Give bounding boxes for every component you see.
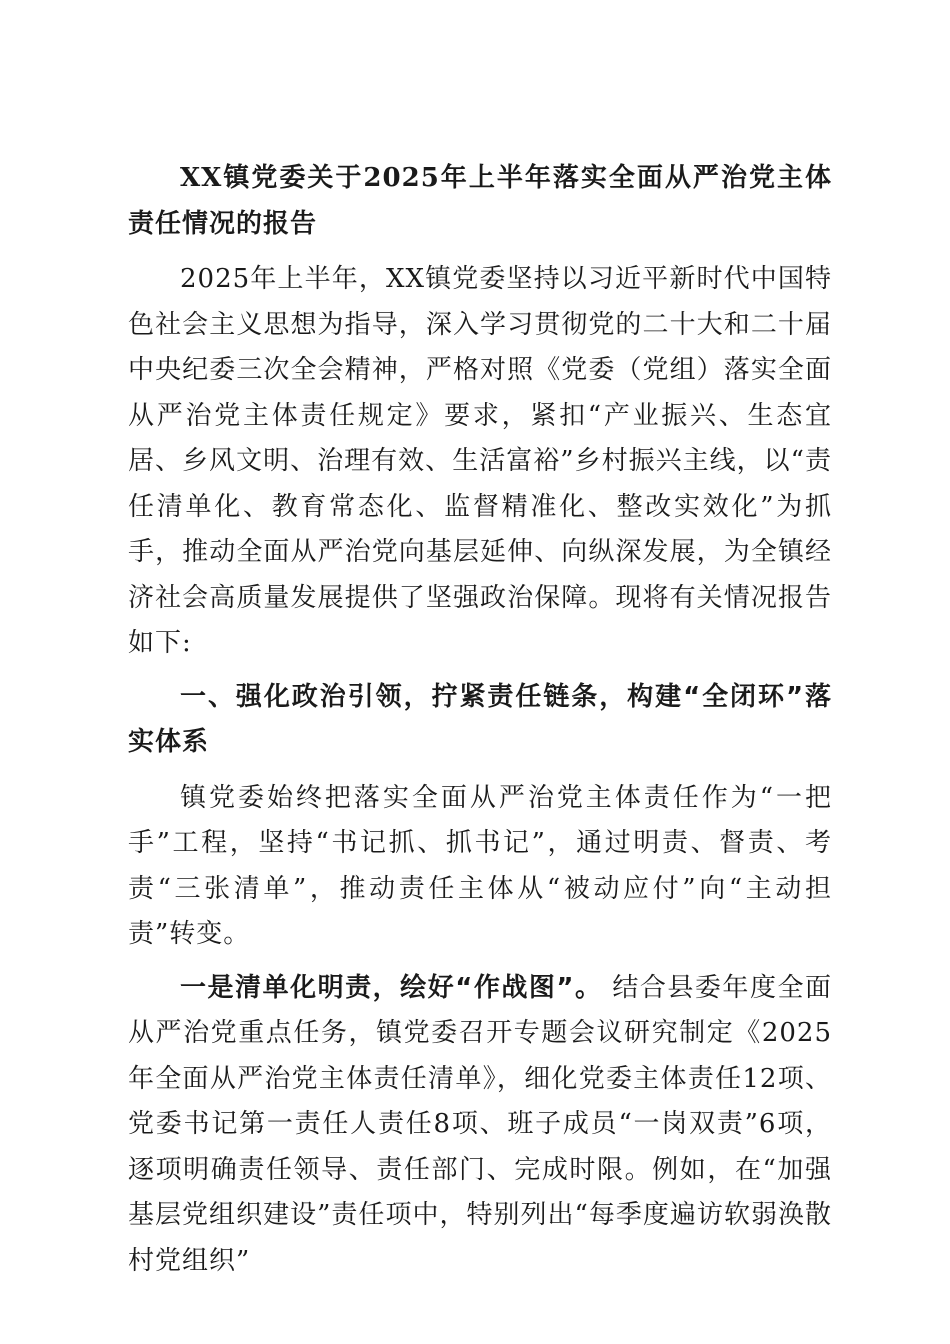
section-1-heading: 一、强化政治引领，拧紧责任链条，构建“全闭环”落实体系 (128, 681, 832, 757)
document-page (128, 156, 832, 1292)
document-title: XX镇党委关于2025年上半年落实全面从严治党主体责任情况的报告 (128, 163, 832, 239)
item-1-lead: 一是清单化明责，绘好“作战图”。 (180, 972, 603, 1003)
section-1-item-1 (128, 966, 832, 1285)
intro-paragraph: 2025年上半年，XX镇党委坚持以习近平新时代中国特色社会主义思想为指导，深入学习贯彻党的二十大和二十届中央纪委三次全会精神，严格对照《党委（党组）落实全面从严治党主体责任规定》要求，紧扣“产业振兴、生态宜居、乡风文明、治理有效、生活富裕”乡村振兴主线，以“责任清单化、教育常态化、监督精准化、整改实效化”为抓手，推动全面从严治党向基层延伸、向纵深发展，为全镇经济社会高质量发展提供了坚强政治保障。现将有关情况报告如下: (128, 264, 832, 658)
item-1-text: 结合县委年度全面从严治党重点任务，镇党委召开专题会议研究制定《2025年全面从严治党主体责任清单》，细化党委主体责任12项、党委书记第一责任人责任8项、班子成员“一岗双责”6项，逐项明确责任领导、责任部门、完成时限。例如，在“加强基层党组织建设”责任项中，特别列出“每季度遍访软弱涣散村党组织” (128, 972, 832, 1276)
section-1-summary: 镇党委始终把落实全面从严治党主体责任作为“一把手”工程，坚持“书记抓、抓书记”，通过明责、督责、考责“三张清单”，推动责任主体从“被动应付”向“主动担责”转变。 (128, 782, 832, 949)
